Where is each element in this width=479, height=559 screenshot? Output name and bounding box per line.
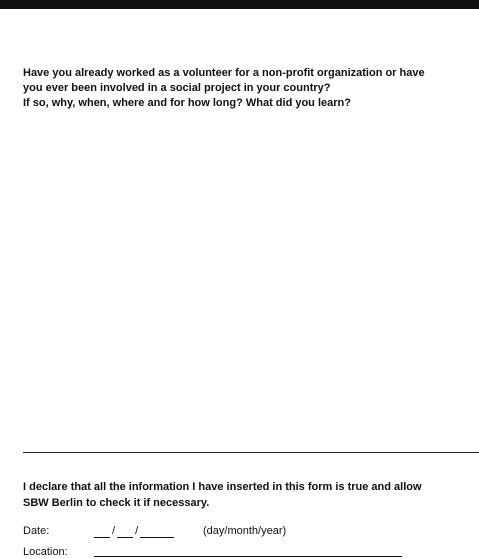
date-field[interactable] xyxy=(94,525,174,538)
location-field[interactable] xyxy=(94,556,402,557)
answer-area[interactable] xyxy=(23,146,473,446)
date-month-blank[interactable] xyxy=(117,527,133,538)
declaration-line-2: SBW Berlin to check it if necessary. xyxy=(23,497,210,509)
date-format-hint: (day/month/year) xyxy=(203,525,287,537)
question-line-1: Have you already worked as a volunteer for a non-profit organization or have xyxy=(23,67,425,79)
question-line-2: you ever been involved in a social project in your country? xyxy=(23,82,331,94)
declaration-line-1: I declare that all the information I have inserted in this form is true and allow xyxy=(23,481,422,493)
volunteer-question xyxy=(23,66,468,111)
question-line-3: If so, why, when, where and for how long? What did you learn? xyxy=(23,97,351,109)
answer-divider-line xyxy=(23,452,479,453)
location-label: Location: xyxy=(23,546,68,558)
date-label: Date: xyxy=(23,525,50,537)
date-separator-2: / xyxy=(135,525,139,537)
page-top-edge xyxy=(0,0,479,9)
date-year-blank[interactable] xyxy=(140,527,174,538)
date-day-blank[interactable] xyxy=(94,527,110,538)
date-separator-1: / xyxy=(112,525,116,537)
declaration-text xyxy=(23,479,473,511)
